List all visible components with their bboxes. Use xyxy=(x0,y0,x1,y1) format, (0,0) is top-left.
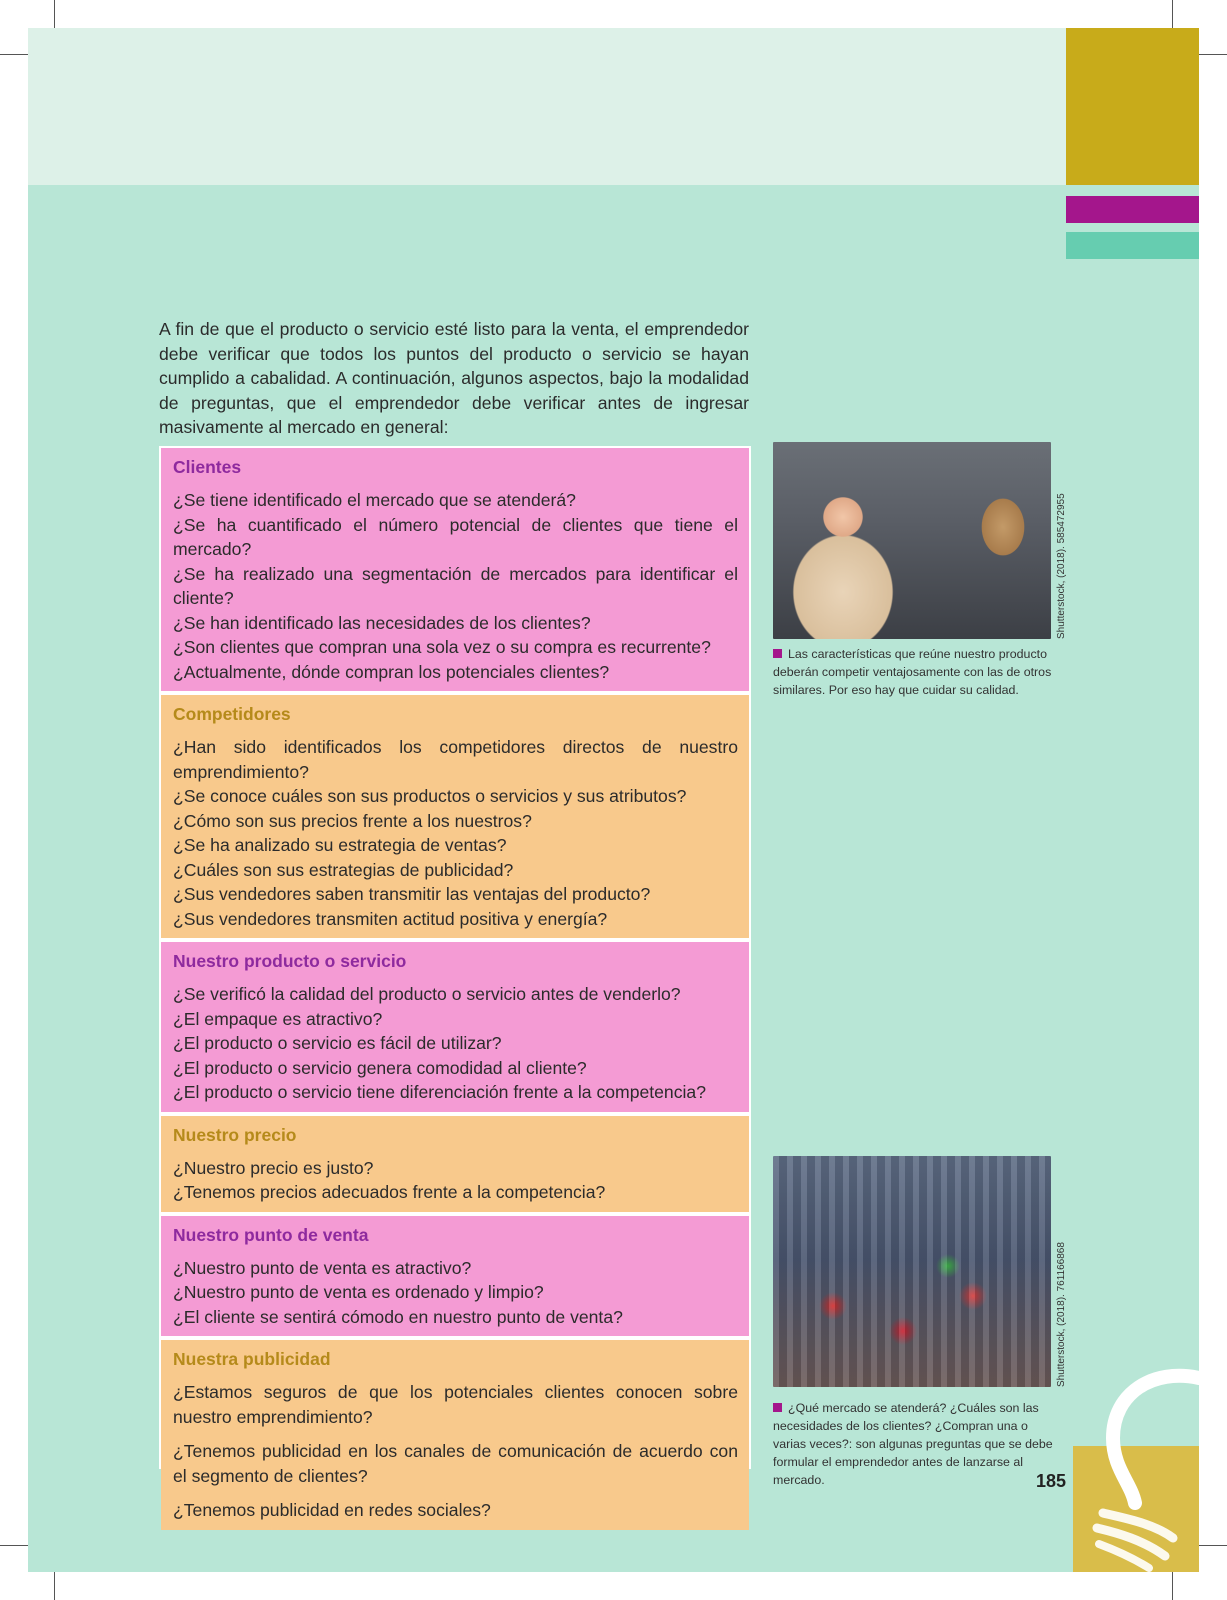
checklist-table xyxy=(159,446,751,1520)
section-title: Nuestro punto de venta xyxy=(173,1224,369,1245)
section-punto-venta xyxy=(161,1216,749,1337)
section-precio xyxy=(161,1116,749,1212)
section-clientes xyxy=(161,448,749,691)
question: ¿Se ha realizado una segmentación de mercados para identificar el cliente? xyxy=(173,563,738,608)
question: ¿Sus vendedores transmiten actitud positiva y energía? xyxy=(173,908,608,929)
crop-mark-bottom-left-h xyxy=(0,1545,28,1546)
question: ¿Han sido identificados los competidores directos de nuestro emprendimiento? xyxy=(173,737,738,782)
section-title: Nuestra publicidad xyxy=(173,1349,331,1369)
chapter-tab-magenta xyxy=(1066,196,1199,223)
lightbulb-icon xyxy=(1073,1368,1199,1572)
question: ¿Se conoce cuáles son sus productos o servicios y sus atributos? xyxy=(173,786,687,806)
question: ¿Tenemos precios adecuados frente a la competencia? xyxy=(173,1182,606,1202)
crop-mark-bottom-left-v xyxy=(54,1572,55,1600)
square-bullet-icon xyxy=(773,1403,782,1412)
question: ¿El producto o servicio tiene diferenciación frente a la competencia? xyxy=(173,1082,706,1102)
section-producto xyxy=(161,942,749,1112)
question: ¿El empaque es atractivo? xyxy=(173,1008,383,1029)
question: ¿El producto o servicio genera comodidad al cliente? xyxy=(173,1057,587,1078)
question: ¿Se han identificado las necesidades de los clientes? xyxy=(173,612,591,633)
question: ¿Se ha analizado su estrategia de ventas? xyxy=(173,835,507,855)
section-title: Clientes xyxy=(173,457,242,477)
question: ¿Cuáles son sus estrategias de publicidad? xyxy=(173,859,514,880)
crop-mark-top-right-v xyxy=(1172,0,1173,28)
chapter-tab-gold xyxy=(1066,28,1199,185)
photo-caption xyxy=(773,645,1058,699)
section-title: Nuestro precio xyxy=(173,1124,297,1145)
photo-credit: Shutterstock, (2018). 585472955 xyxy=(1056,493,1067,639)
question: ¿Son clientes que compran una sola vez o su compra es recurrente? xyxy=(173,637,711,657)
section-title: Competidores xyxy=(173,704,291,724)
question: ¿Cómo son sus precios frente a los nuestros? xyxy=(173,810,532,831)
section-title: Nuestro producto o servicio xyxy=(173,951,407,971)
question: ¿Se verificó la calidad del producto o servicio antes de venderlo? xyxy=(173,984,681,1004)
book-page xyxy=(28,28,1199,1572)
question: ¿Actualmente, dónde compran los potenciales clientes? xyxy=(173,661,610,682)
question: ¿Tenemos publicidad en los canales de comunicación de acuerdo con el segmento de clientes? xyxy=(173,1441,738,1486)
crop-mark-bottom-right-v xyxy=(1172,1572,1173,1600)
question: ¿El cliente se sentirá cómodo en nuestro punto de venta? xyxy=(173,1306,623,1327)
photo-caption xyxy=(773,1399,1058,1489)
section-competidores xyxy=(161,695,749,938)
question: ¿Nuestro punto de venta es ordenado y limpio? xyxy=(173,1282,544,1302)
photo-customer-purchase xyxy=(773,442,1051,639)
chapter-tab-green xyxy=(1066,232,1199,259)
question: ¿Tenemos publicidad en redes sociales? xyxy=(173,1500,491,1520)
crop-mark-bottom-right-h xyxy=(1199,1545,1227,1546)
page-number: 185 xyxy=(1036,1471,1067,1491)
caption-text: ¿Qué mercado se atenderá? ¿Cuáles son las necesidades de los clientes? ¿Compran una o varias veces?: son algunas preguntas que se debe formular el emprendedor antes de lanzarse al mercado. xyxy=(773,1401,1053,1487)
header-band xyxy=(28,28,1199,185)
photo-credit: Shutterstock, (2018). 761166868 xyxy=(1056,1242,1067,1387)
question: ¿Sus vendedores saben transmitir las ventajas del producto? xyxy=(173,884,651,904)
question: ¿Se tiene identificado el mercado que se atenderá? xyxy=(173,490,576,510)
question: ¿Nuestro punto de venta es atractivo? xyxy=(173,1257,472,1278)
question: ¿El producto o servicio es fácil de utilizar? xyxy=(173,1033,502,1053)
question: ¿Estamos seguros de que los potenciales clientes conocen sobre nuestro emprendimiento? xyxy=(173,1382,738,1427)
crop-mark-top-left-v xyxy=(54,0,55,28)
section-publicidad xyxy=(161,1340,749,1530)
square-bullet-icon xyxy=(773,649,782,658)
crop-mark-top-right-h xyxy=(1199,54,1227,55)
question: ¿Se ha cuantificado el número potencial de clientes que tiene el mercado? xyxy=(173,514,738,559)
question: ¿Nuestro precio es justo? xyxy=(173,1157,374,1178)
crop-mark-top-left-h xyxy=(0,54,28,55)
caption-text: Las características que reúne nuestro producto deberán competir ventajosamente con las de otros similares. Por eso hay que cuidar su calidad. xyxy=(773,647,1052,697)
photo-supermarket-checkout xyxy=(773,1156,1051,1387)
intro-paragraph: A fin de que el producto o servicio esté listo para la venta, el emprendedor debe verificar que todos los puntos del producto o servicio se hayan cumplido a cabalidad. A continuación, algunos aspectos, bajo la modalidad de preguntas, que el emprendedor debe verificar antes de ingresar masivamente al mercado en general: xyxy=(159,319,749,437)
